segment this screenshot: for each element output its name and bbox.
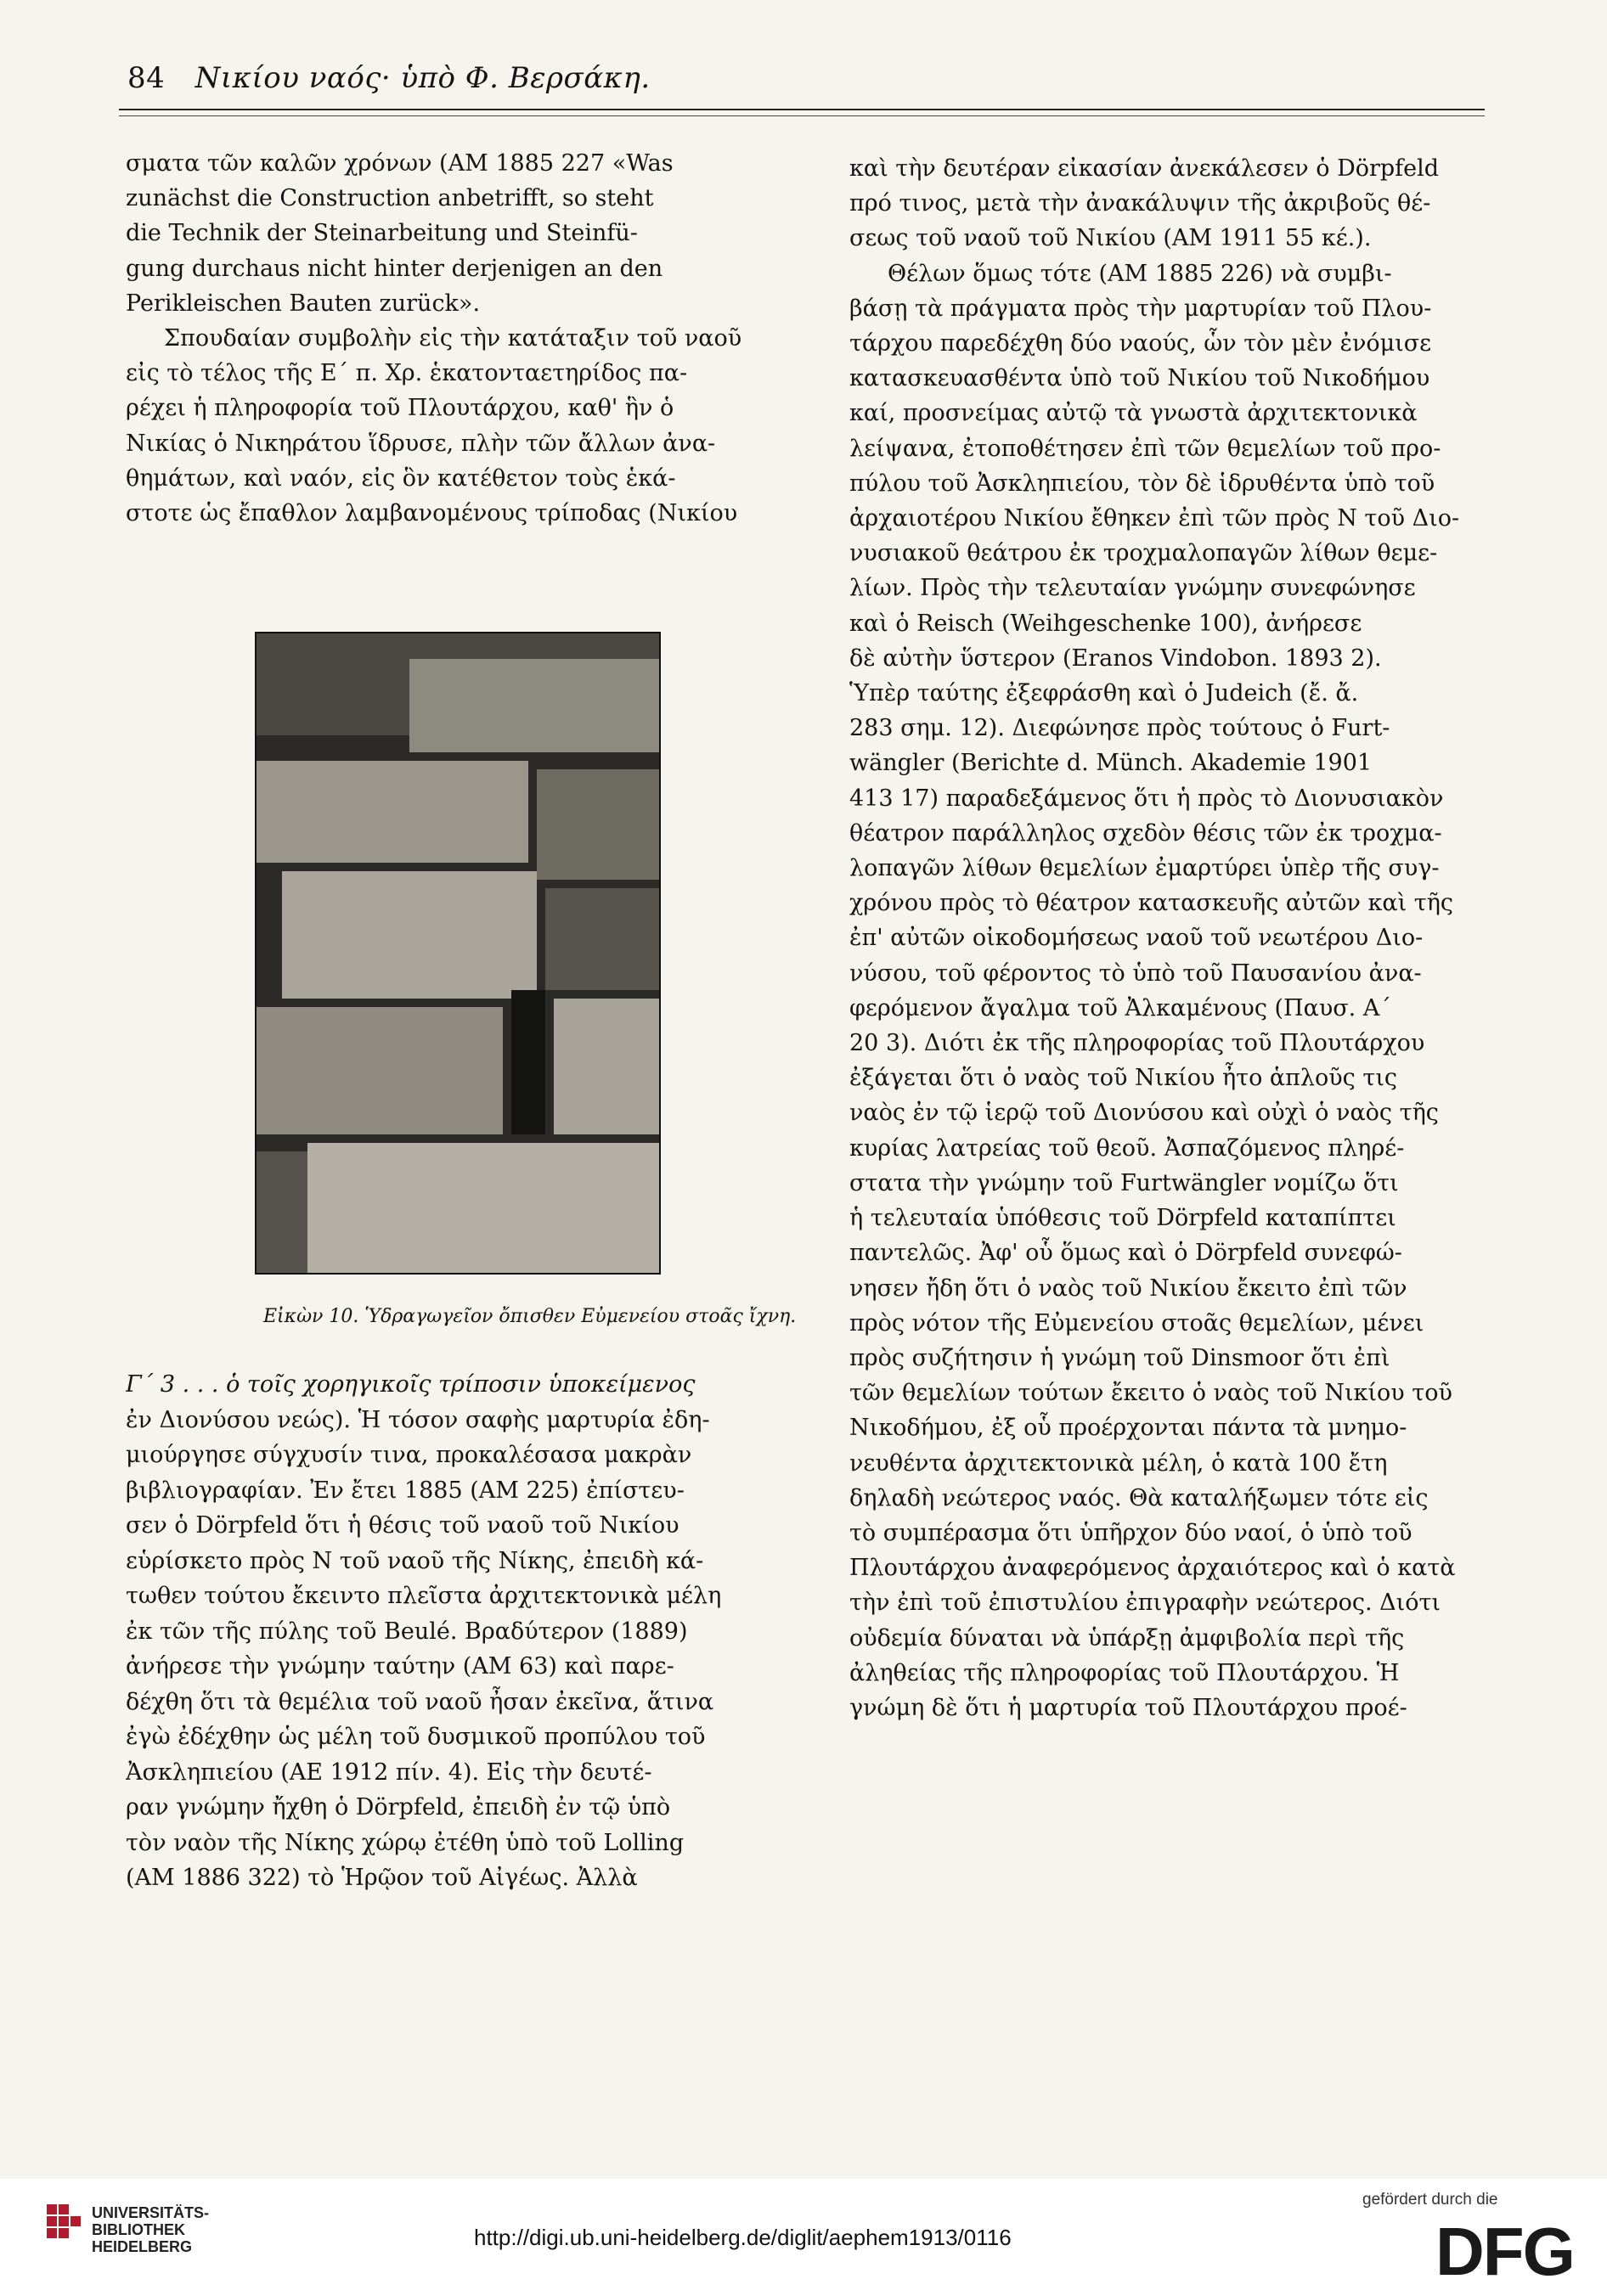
- text-line: ραν γνώμην ἤχθη ὁ Dörpfeld, ἐπειδὴ ἐν τῷ ὑπὸ: [126, 1794, 671, 1820]
- text-line: χρόνου πρὸς τὸ θέατρον κατασκευῆς αὐτῶν καὶ τῆς: [849, 890, 1454, 917]
- text-line: τὸν ναὸν τῆς Νίκης χώρῳ ἐτέθη ὑπὸ τοῦ Lolling: [126, 1829, 685, 1856]
- funding-label: gefördert durch die: [1362, 2191, 1498, 2209]
- text-line: σεν ὁ Dörpfeld ὅτι ἡ θέσις τοῦ ναοῦ τοῦ Νικίου: [126, 1512, 679, 1539]
- text-line: πύλου τοῦ Ἀσκληπιείου, τὸν δὲ ἱδρυθέντα ὑπὸ τοῦ: [849, 470, 1435, 497]
- text-line: ἡ τελευταία ὑπόθεσις τοῦ Dörpfeld καταπίπτει: [849, 1205, 1396, 1232]
- text-line: ἀνήρεσε τὴν γνώμην ταύτην (ΑΜ 63) καὶ παρε-: [126, 1653, 674, 1680]
- text-line: ἐξάγεται ὅτι ὁ ναὸς τοῦ Νικίου ἦτο ἁπλοῦς τις: [849, 1065, 1398, 1092]
- text-line: θημάτων, καὶ ναόν, εἰς ὃν κατέθετον τοὺς ἑκά-: [126, 464, 676, 492]
- text-line: βιβλιογραφίαν. Ἐν ἔτει 1885 (ΑΜ 225) ἐπίστευ-: [126, 1477, 685, 1504]
- text-line: δηλαδὴ νεώτερος ναός. Θὰ καταλήξωμεν τότε εἰς: [849, 1484, 1429, 1511]
- text-line: τῶν θεμελίων τούτων ἔκειτο ὁ ναὸς τοῦ Νικίου τοῦ: [849, 1380, 1452, 1407]
- text-line: ἐπ' αὐτῶν οἰκοδομήσεως ναοῦ τοῦ νεωτέρου Διο-: [849, 925, 1424, 952]
- text-line: νυσιακοῦ θεάτρου ἐκ τροχμαλοπαγῶν λίθων θεμε-: [849, 540, 1438, 567]
- text-line: σματα τῶν καλῶν χρόνων (ΑΜ 1885 227 «Was: [126, 150, 674, 177]
- text-line: λοπαγῶν λίθων θεμελίων ἐμαρτύρει ὑπὲρ τῆς συγ-: [849, 855, 1440, 882]
- text-line: (ΑΜ 1886 322) τὸ Ἡρῷον τοῦ Αἰγέως. Ἀλλὰ: [126, 1865, 638, 1891]
- library-line: HEIDELBERG: [92, 2238, 193, 2255]
- text-line: ἀρχαιοτέρου Νικίου ἔθηκεν ἐπὶ τῶν πρὸς Ν τοῦ Διο-: [849, 505, 1460, 532]
- right-column: [849, 151, 1491, 1725]
- text-line: νύσου, τοῦ φέροντος τὸ ὑπὸ τοῦ Παυσανίου ἀνα-: [849, 959, 1422, 987]
- text-line: ρέχει ἡ πληροφορία τοῦ Πλουτάρχου, καθ' ἣν ὁ: [126, 395, 674, 422]
- text-line: εἰς τὸ τέλος τῆς Ε΄ π. Χρ. ἑκατονταετηρίδος πα-: [126, 360, 688, 387]
- text-line: σεως τοῦ ναοῦ τοῦ Νικίου (ΑΜ 1911 55 κέ.).: [849, 225, 1372, 252]
- text-line: τὸ συμπέρασμα ὅτι ὑπῆρχον δύο ναοί, ὁ ὑπὸ τοῦ: [849, 1519, 1412, 1546]
- text-line: μιούργησε σύγχυσίν τινα, προκαλέσασα μακρὰν: [126, 1442, 692, 1468]
- text-line: 20 3). Διότι ἐκ τῆς πληροφορίας τοῦ Πλουτάρχου: [849, 1030, 1425, 1057]
- library-line: BIBLIOTHEK: [92, 2221, 185, 2238]
- text-line: δέχθη ὅτι τὰ θεμέλια τοῦ ναοῦ ἦσαν ἐκεῖνα, ἅτινα: [126, 1688, 714, 1715]
- university-library-logo-icon[interactable]: [47, 2204, 84, 2259]
- library-line: UNIVERSITÄTS-: [92, 2204, 210, 2221]
- text-line: Πλουτάρχου ἀναφερόμενος ἀρχαιότερος καὶ ὁ κατὰ: [849, 1555, 1456, 1582]
- text-line: τὴν ἐπὶ τοῦ ἐπιστυλίου ἐπιγραφὴν νεώτερος. Διότι: [849, 1590, 1441, 1617]
- text-line: καὶ ὁ Reisch (Weihgeschenke 100), ἀνήρεσε: [849, 610, 1362, 637]
- text-line: Perikleischen Bauten zurück».: [126, 290, 481, 317]
- text-line: πρὸς νότον τῆς Εὐμενείου στοᾶς θεμελίων, μένει: [849, 1309, 1424, 1337]
- header-rule-thin: [119, 115, 1485, 116]
- text-line: νησεν ἤδη ὅτι ὁ ναὸς τοῦ Νικίου ἔκειτο ἐπὶ τῶν: [849, 1275, 1407, 1302]
- text-line: Σπουδαίαν συμβολὴν εἰς τὴν κατάταξιν τοῦ ναοῦ: [164, 325, 742, 352]
- dfg-logo[interactable]: DFG: [1435, 2214, 1574, 2289]
- text-line: παντελῶς. Ἀφ' οὗ ὅμως καὶ ὁ Dörpfeld συνεφώ-: [849, 1240, 1402, 1267]
- text-line: 283 σημ. 12). Διεφώνησε πρὸς τούτους ὁ Furt-: [849, 715, 1390, 742]
- figure-caption: Εἰκὼν 10. Ὑδραγωγεῖον ὄπισθεν Εὐμενείου στοᾶς ἴχνη.: [263, 1306, 797, 1327]
- text-line: πρό τινος, μετὰ τὴν ἀνακάλυψιν τῆς ἀκριβοῦς θέ-: [849, 190, 1431, 217]
- text-line: gung durchaus nicht hinter derjenigen an den: [126, 255, 663, 282]
- stone-wall-photo: [257, 633, 659, 1273]
- text-line: λείψανα, ἐτοποθέτησεν ἐπὶ τῶν θεμελίων τοῦ προ-: [849, 435, 1441, 462]
- text-line: ἐγὼ ἐδέχθην ὡς μέλη τοῦ δυσμικοῦ προπύλου τοῦ: [126, 1724, 706, 1750]
- text-line: καί, προσνείμας αὐτῷ τὰ γνωστὰ ἀρχιτεκτονικὰ: [849, 400, 1418, 427]
- running-head: [127, 61, 651, 95]
- text-line: Νικοδήμου, ἐξ οὗ προέρχονται πάντα τὰ μνημο-: [849, 1415, 1407, 1442]
- text-line: θέατρον παράλληλος σχεδὸν θέσις τῶν ἐκ τροχμα-: [849, 819, 1442, 847]
- text-line: Νικίας ὁ Νικηράτου ἵδρυσε, πλὴν τῶν ἄλλων ἀνα-: [126, 430, 716, 457]
- figure-photo: [255, 632, 661, 1275]
- header-rule: [119, 109, 1485, 110]
- text-line: γνώμη δὲ ὅτι ἡ μαρτυρία τοῦ Πλουτάρχου προέ-: [849, 1694, 1407, 1721]
- text-line: δὲ αὐτὴν ὕστερον (Eranos Vindobon. 1893 2).: [849, 644, 1382, 672]
- text-line: Θέλων ὅμως τότε (ΑΜ 1885 226) νὰ συμβι-: [888, 260, 1392, 287]
- text-line: ἐν Διονύσου νεώς). Ἡ τόσον σαφὴς μαρτυρία ἐδη-: [126, 1406, 710, 1433]
- text-line: ναὸς ἐν τῷ ἱερῷ τοῦ Διονύσου καὶ οὐχὶ ὁ ναὸς τῆς: [849, 1100, 1439, 1127]
- text-line: τάρχου παρεδέχθη δύο ναούς, ὧν τὸν μὲν ἐνόμισε: [849, 330, 1432, 357]
- text-line: τωθεν τούτου ἔκειντο πλεῖστα ἀρχιτεκτονικὰ μέλη: [126, 1583, 722, 1609]
- text-line: 413 17) παραδεξάμενος ὅτι ἡ πρὸς τὸ Διονυσιακὸν: [849, 785, 1444, 812]
- text-line: zunächst die Construction anbetrifft, so steht: [126, 185, 654, 212]
- running-title: Νικίου ναός· ὑπὸ Φ. Βερσάκη.: [195, 61, 651, 95]
- text-line: καὶ τὴν δευτέραν εἰκασίαν ἀνεκάλεσεν ὁ Dörpfeld: [849, 155, 1440, 182]
- page-number: 84: [127, 61, 166, 95]
- text-line: λίων. Πρὸς τὴν τελευταίαν γνώμην συνεφώνησε: [849, 575, 1416, 602]
- text-line: στατα τὴν γνώμην τοῦ Furtwängler νομίζω ὅτι: [849, 1169, 1399, 1196]
- text-line: φερόμενον ἄγαλμα τοῦ Ἀλκαμένους (Παυσ. Α΄: [849, 994, 1391, 1021]
- text-line: Ἀσκληπιείου (ΑΕ 1912 πίν. 4). Εἰς τὴν δευτέ-: [126, 1759, 652, 1786]
- text-line: Ὑπὲρ ταύτης ἐξεφράσθη καὶ ὁ Judeich (ἔ. ἄ.: [849, 680, 1359, 707]
- university-library-name: [92, 2204, 209, 2255]
- text-line: νευθέντα ἀρχιτεκτονικὰ μέλη, ὁ κατὰ 100 ἔτη: [849, 1449, 1388, 1477]
- text-line: κυρίας λατρείας τοῦ θεοῦ. Ἀσπαζόμενος πληρέ-: [849, 1134, 1405, 1162]
- text-line: ἐκ τῶν τῆς πύλης τοῦ Beulé. Βραδύτερον (1889): [126, 1618, 688, 1645]
- text-line: Γ΄ 3 . . . ὁ τοῖς χορηγικοῖς τρίποσιν ὑποκείμενος: [126, 1371, 696, 1398]
- text-line: στοτε ὡς ἔπαθλον λαμβανομένους τρίποδας (Νικίου: [126, 500, 738, 527]
- left-column-bottom: [126, 1367, 775, 1896]
- permalink-url[interactable]: http://digi.ub.uni-heidelberg.de/diglit/aephem1913/0116: [474, 2225, 1012, 2250]
- text-line: ἀληθείας τῆς πληροφορίας τοῦ Πλουτάρχου. Ἡ: [849, 1659, 1400, 1686]
- text-line: εὑρίσκετο πρὸς Ν τοῦ ναοῦ τῆς Νίκης, ἐπειδὴ κά-: [126, 1547, 704, 1574]
- text-line: οὐδεμία δύναται νὰ ὑπάρξῃ ἀμφιβολία περὶ τῆς: [849, 1624, 1405, 1652]
- text-line: wängler (Berichte d. Münch. Akademie 1901: [849, 750, 1373, 777]
- text-line: βάσῃ τὰ πράγματα πρὸς τὴν μαρτυρίαν τοῦ Πλου-: [849, 295, 1432, 322]
- left-column-top: [126, 146, 775, 531]
- text-line: die Technik der Steinarbeitung und Steinfü-: [126, 220, 638, 247]
- text-line: κατασκευασθέντα ὑπὸ τοῦ Νικίου τοῦ Νικοδήμου: [849, 365, 1430, 392]
- text-line: πρὸς συζήτησιν ἡ γνώμη τοῦ Dinsmoor ὅτι ἐπὶ: [849, 1344, 1390, 1371]
